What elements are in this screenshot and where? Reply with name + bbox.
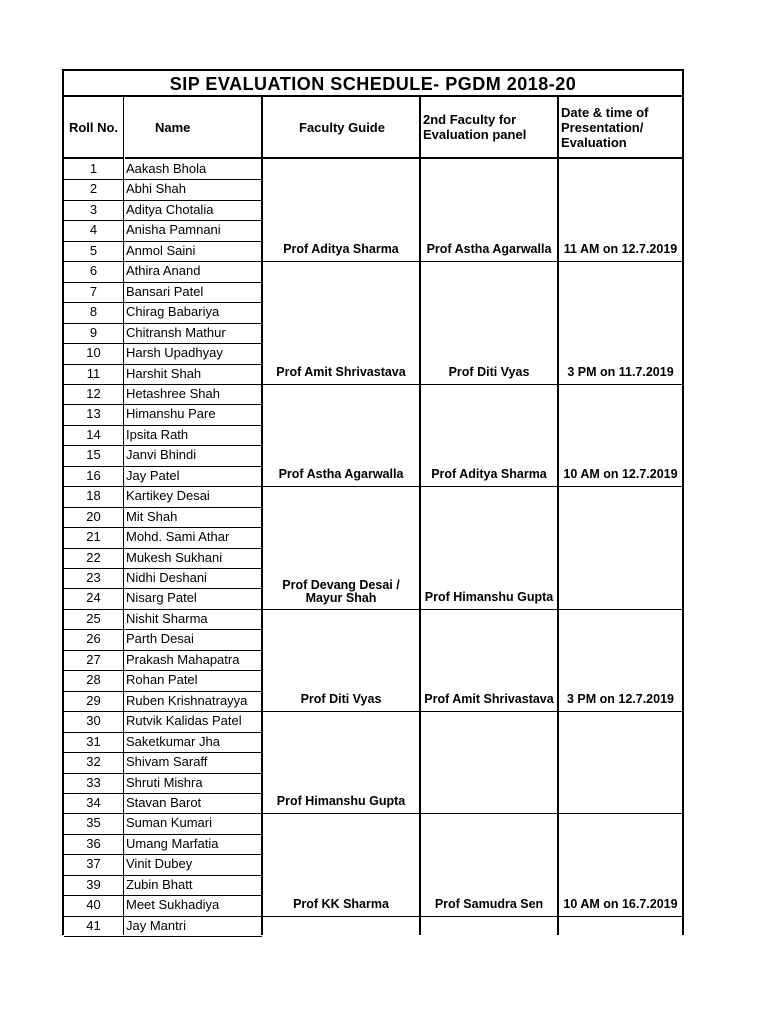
roll-no-cell: 37 [86,856,101,872]
name-cell: Ipsita Rath [126,426,189,442]
second-faculty-cell: Prof Amit Shrivastava [424,692,554,707]
roll-no-cell: 4 [89,222,98,238]
date-time-cell: 3 PM on 11.7.2019 [567,364,674,379]
roll-no-cell: 13 [86,406,101,422]
row-divider [64,364,262,365]
roll-no-cell: 18 [86,488,101,504]
name-cell: Saketkumar Jha [126,733,220,749]
row-divider [64,425,262,426]
date-time-cell: 10 AM on 12.7.2019 [563,467,678,482]
header-faculty-guide: Faculty Guide [263,97,421,159]
faculty-guide-cell: Prof KK Sharma [293,896,389,911]
roll-no-cell: 34 [86,794,101,810]
roll-no-cell: 21 [86,529,101,545]
name-cell: Shruti Mishra [126,774,203,790]
name-cell: Mukesh Sukhani [126,549,223,565]
header-name: Name [125,97,263,159]
name-cell: Aakash Bhola [126,161,207,176]
name-cell: Nisarg Patel [126,590,197,606]
roll-no-cell: 22 [86,549,101,565]
name-cell: Nishit Sharma [126,610,208,626]
row-divider [64,507,262,508]
roll-no-cell: 40 [86,897,101,913]
name-cell: Chirag Babariya [126,304,220,320]
row-divider [64,773,262,774]
group-divider [64,916,682,917]
roll-no-cell: 32 [86,754,101,770]
row-divider [64,629,262,630]
name-cell: Ruben Krishnatrayya [126,692,248,708]
roll-no-cell: 15 [86,447,101,463]
row-divider [64,752,262,753]
name-cell: Himanshu Pare [126,406,216,422]
roll-no-cell: 31 [86,733,101,749]
date-time-cell: 11 AM on 12.7.2019 [563,242,678,257]
roll-no-cell: 1 [89,161,98,176]
roll-no-cell: 27 [86,651,101,667]
name-cell: Rutvik Kalidas Patel [126,713,242,729]
faculty-guide-cell: Prof Devang Desai / Mayur Shah [282,577,400,605]
row-divider [64,527,262,528]
name-cell: Anisha Pamnani [126,222,221,238]
name-cell: Athira Anand [126,263,201,279]
name-cell: Umang Marfatia [126,835,219,851]
second-faculty-cell: Prof Himanshu Gupta [424,589,554,604]
row-divider [64,895,262,896]
group-divider [64,711,682,712]
row-divider [64,854,262,855]
roll-no-cell: 39 [86,876,101,892]
date-time-cell: 10 AM on 16.7.2019 [563,896,678,911]
row-divider [64,220,262,221]
name-cell: Prakash Mahapatra [126,651,240,667]
name-cell: Janvi Bhindi [126,447,197,463]
row-divider [64,343,262,344]
roll-no-cell: 30 [86,713,101,729]
row-divider [64,793,262,794]
date-time-cell: 3 PM on 12.7.2019 [566,692,674,707]
faculty-guide-cell: Prof Diti Vyas [300,692,382,707]
name-cell: Harsh Upadhyay [126,345,223,361]
name-cell: Parth Desai [126,631,194,647]
roll-no-cell: 23 [86,570,101,585]
schedule-table [62,69,684,935]
roll-no-cell: 12 [86,385,101,401]
row-divider [64,445,262,446]
second-faculty-cell: Prof Astha Agarwalla [426,242,552,257]
roll-no-cell: 14 [86,426,101,442]
group-divider [64,384,682,385]
name-cell: Mit Shah [126,508,178,524]
faculty-guide-cell: Prof Astha Agarwalla [278,467,404,482]
name-cell: Meet Sukhadiya [126,897,220,913]
group-divider [64,486,682,487]
name-cell: Nidhi Deshani [126,570,207,585]
row-divider [64,875,262,876]
roll-no-cell: 6 [89,263,98,279]
name-cell: Jay Mantri [126,917,186,933]
roll-no-cell: 10 [86,345,101,361]
roll-no-cell: 28 [86,672,101,688]
row-divider [64,466,262,467]
faculty-guide-cell: Prof Amit Shrivastava [276,364,406,379]
second-faculty-cell: Prof Samudra Sen [434,896,544,911]
column-divider [557,97,559,935]
name-cell: Abhi Shah [126,181,186,197]
faculty-guide-cell: Prof Aditya Sharma [283,242,399,257]
roll-no-cell: 5 [89,242,98,258]
row-divider [64,548,262,549]
name-cell: Stavan Barot [126,794,202,810]
row-divider [64,302,262,303]
roll-no-cell: 36 [86,835,101,851]
group-divider [64,261,682,262]
name-cell: Rohan Patel [126,672,198,688]
group-divider [64,813,682,814]
row-divider [64,200,262,201]
roll-no-cell: 33 [86,774,101,790]
row-divider [64,404,262,405]
name-cell: Hetashree Shah [126,385,220,401]
second-faculty-cell: Prof Aditya Sharma [431,467,547,482]
row-divider [64,588,262,589]
header-second-faculty: 2nd Faculty for Evaluation panel [421,97,559,159]
roll-no-cell: 3 [89,201,98,217]
name-cell: Mohd. Sami Athar [126,529,230,545]
row-divider [64,670,262,671]
roll-no-cell: 25 [86,610,101,626]
roll-no-cell: 20 [86,508,101,524]
name-cell: Zubin Bhatt [126,876,193,892]
name-cell: Aditya Chotalia [126,201,214,217]
header-roll-no: Roll No. [64,97,123,159]
name-cell: Shivam Saraff [126,754,208,770]
roll-no-cell: 16 [86,467,101,483]
group-divider [64,609,682,610]
row-divider [64,179,262,180]
second-faculty-cell: Prof Diti Vyas [448,364,530,379]
roll-no-cell: 26 [86,631,101,647]
name-cell: Jay Patel [126,467,180,483]
roll-no-cell: 2 [89,181,98,197]
roll-no-cell: 7 [89,283,98,299]
name-cell: Suman Kumari [126,815,212,831]
row-divider [64,323,262,324]
name-cell: Harshit Shah [126,365,202,381]
name-cell: Kartikey Desai [126,488,210,504]
name-cell: Bansari Patel [126,283,204,299]
roll-no-cell: 9 [89,324,98,340]
name-cell: Chitransh Mathur [126,324,226,340]
row-divider [64,691,262,692]
row-divider [64,936,262,937]
roll-no-cell: 24 [86,590,101,606]
row-divider [64,568,262,569]
roll-no-cell: 41 [86,917,101,933]
faculty-guide-cell: Prof Himanshu Gupta [276,794,406,809]
column-divider [123,97,124,935]
roll-no-cell: 11 [86,365,101,381]
name-cell: Anmol Saini [126,242,196,258]
row-divider [64,650,262,651]
roll-no-cell: 8 [89,304,98,320]
column-divider [419,97,421,935]
name-cell: Vinit Dubey [126,856,193,872]
roll-no-cell: 35 [86,815,101,831]
header-date-time: Date & time of Presentation/ Evaluation [559,97,682,159]
row-divider [64,834,262,835]
table-title: SIP EVALUATION SCHEDULE- PGDM 2018-20 [64,71,682,97]
row-divider [64,241,262,242]
row-divider [64,732,262,733]
roll-no-cell: 29 [86,692,101,708]
row-divider [64,282,262,283]
